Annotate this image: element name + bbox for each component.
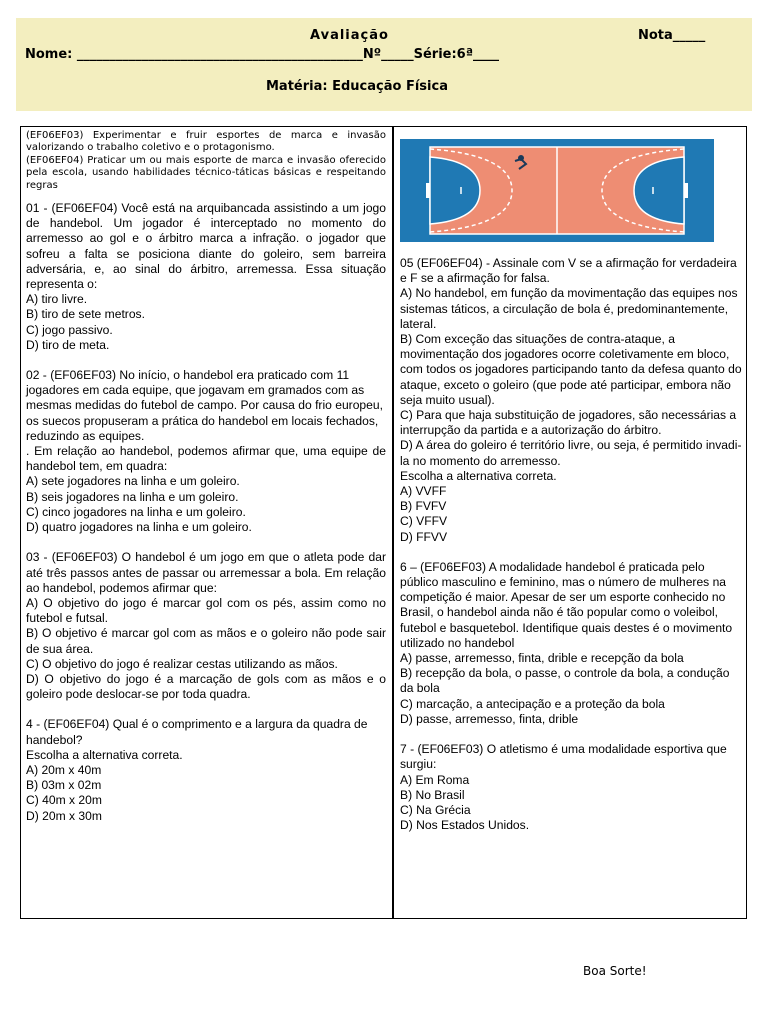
skills-block [26, 130, 386, 192]
option: C) jogo passivo. [26, 322, 113, 337]
option: A) VVFF [400, 484, 447, 499]
statement: B) Com exceção das situações de contra-ataque, a movimentação dos jogadores ocorre coletivamente em bloco, com todos os jogadores participando tanto da defesa quanto do ataque, exceto o goleiro (que pode até participar, embora não seja muito usual). [400, 332, 742, 407]
question-3 [26, 550, 386, 702]
option: C) cinco jogadores na linha e um goleiro. [26, 504, 246, 519]
option: A) sete jogadores na linha e um goleiro. [26, 474, 240, 489]
question-4 [26, 717, 386, 823]
skill-text: (EF06EF03) Experimentar e fruir esportes de marca e invasão valorizando o trabalho coletivo e o protagonismo. [26, 130, 386, 154]
question-5 [400, 256, 742, 545]
grade-field: Nota_____ [638, 28, 706, 43]
option: D) FFVV [400, 529, 448, 544]
option: B) No Brasil [400, 787, 465, 802]
header-box [16, 18, 752, 111]
right-column [400, 130, 742, 833]
question-1 [26, 201, 386, 353]
option: A) 20m x 40m [26, 762, 102, 777]
question-text: 6 – (EF06EF03) A modalidade handebol é praticada pelo público masculino e feminino, mas o número de mulheres na competição é maior. Apesar de ser um esporte conhecido no Brasil, o handebol ainda não é tão popular como o voleibol, futebol e basquetebol. Identifique quais destes é o movimento utilizado no handebol [400, 559, 733, 650]
question-text: 4 - (EF06EF04) Qual é o comprimento e a largura da quadra de handebol? [26, 717, 368, 747]
question-text: . Em relação ao handebol, podemos afirmar que, uma equipe de handebol tem, em quadra: [26, 444, 386, 474]
option: C) O objetivo do jogo é realizar cestas utilizando as mãos. [26, 656, 338, 671]
question-2 [26, 368, 386, 535]
column-divider [392, 127, 394, 918]
option: D) passe, arremesso, finta, drible [400, 711, 579, 726]
option: A) Em Roma [400, 772, 470, 787]
option: C) 40m x 20m [26, 793, 102, 808]
question-text: 7 - (EF06EF03) O atletismo é uma modalidade esportiva que surgiu: [400, 742, 727, 772]
question-text: 01 - (EF06EF04) Você está na arquibancada assistindo a um jogo de handebol. Um jogador é interceptado no momento do arremesso ao gol e o árbitro marca a infração. o jogador que sofreu a falta se posiciona diante do goleiro, sem barreira adversária, e, ao sinal do árbitro, arremessa. Essa situação representa o: [26, 201, 386, 292]
option: B) tiro de sete metros. [26, 307, 145, 322]
name-line: Nome: ____________________________________________Nº_____Série:6ª____ [25, 47, 500, 62]
option: B) seis jogadores na linha e um goleiro. [26, 489, 239, 504]
question-6 [400, 560, 742, 727]
statement: A) No handebol, em função da movimentação das equipes nos sistemas táticos, a circulação de bola é, predominantemente, lateral. [400, 286, 738, 331]
left-column [26, 130, 386, 824]
questions-table [20, 126, 747, 919]
option: D) O objetivo do jogo é a marcação de gols com as mãos e o goleiro pode deslocar-se por toda quadra. [26, 671, 386, 702]
option: D) 20m x 30m [26, 808, 102, 823]
option: D) Nos Estados Unidos. [400, 818, 530, 833]
option: C) Na Grécia [400, 802, 471, 817]
statement: C) Para que haja substituição de jogadores, são necessárias a interrupção da partida e a autorização do árbitro. [400, 408, 737, 438]
question-7 [400, 742, 742, 833]
option: B) 03m x 02m [26, 778, 102, 793]
statement: D) A área do goleiro é território livre, ou seja, é permitido invadi-la no momento do arremesso. [400, 438, 742, 468]
option: D) quatro jogadores na linha e um goleiro. [26, 520, 252, 535]
subject-line: Matéria: Educação Física [266, 79, 448, 94]
question-text: 02 - (EF06EF03) No início, o handebol era praticado com 11 jogadores em cada equipe, que jogavam em gramados com as mesmas medidas do futebol de campo. Por causa do frio europeu, os suecos propuseram a prática do handebol em locais fechados, reduzindo as equipes. [26, 368, 383, 443]
option: B) O objetivo é marcar gol com as mãos e o goleiro não pode sair de sua área. [26, 626, 386, 656]
page-title: Avaliação [310, 28, 389, 43]
option: D) tiro de meta. [26, 337, 110, 352]
option: A) O objetivo do jogo é marcar gol com os pés, assim como no futebol e futsal. [26, 595, 386, 626]
skill-text: (EF06EF04) Praticar um ou mais esporte de marca e invasão oferecido pela escola, usando habilidades técnico-táticas básicas e respeitando regras [26, 154, 386, 191]
option: C) VFFV [400, 514, 448, 529]
option: B) FVFV [400, 499, 447, 514]
option: B) recepção da bola, o passe, o controle da bola, a condução da bola [400, 666, 730, 696]
handball-court-image [400, 139, 714, 242]
question-text: 05 (EF06EF04) - Assinale com V se a afirmação for verdadeira e F se a afirmação for falsa. [400, 256, 737, 286]
footer-good-luck: Boa Sorte! [583, 964, 647, 978]
question-text: Escolha a alternativa correta. [400, 468, 557, 483]
option: A) tiro livre. [26, 292, 88, 307]
question-text: 03 - (EF06EF03) O handebol é um jogo em que o atleta pode dar até três passos antes de passar ou arremessar a bola. Em relação ao handebol, podemos afirmar que: [26, 550, 386, 595]
option: C) marcação, a antecipação e a proteção da bola [400, 696, 665, 711]
question-text: Escolha a alternativa correta. [26, 747, 183, 762]
option: A) passe, arremesso, finta, drible e recepção da bola [400, 651, 684, 666]
